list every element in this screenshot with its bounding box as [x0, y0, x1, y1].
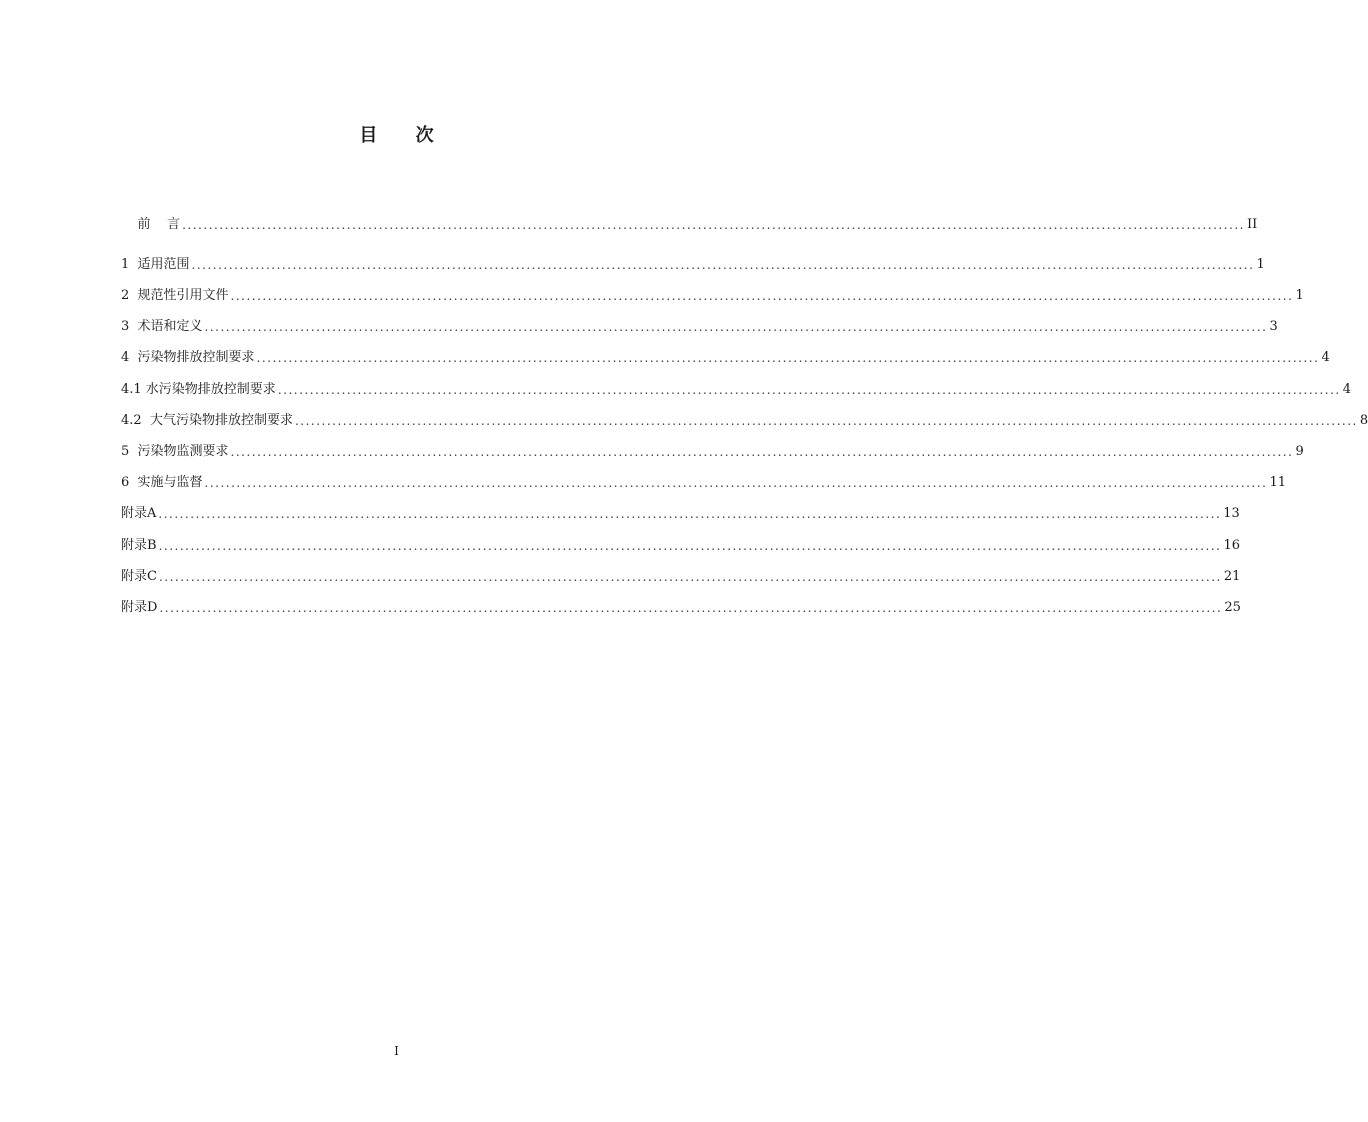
toc-entry-appendix-a[interactable] [121, 501, 1240, 523]
toc-entry-label: 3 术语和定义 [121, 319, 203, 334]
dot-leader: ........................................................................................................................................................................................................ [182, 218, 1245, 232]
dot-leader: ........................................................................................................................................................................................................ [158, 570, 1222, 584]
toc-entry-water-pollutants[interactable] [121, 377, 1351, 399]
toc-entry-emission-control[interactable] [121, 345, 1330, 367]
toc-entry-label: 5 污染物监测要求 [121, 444, 229, 459]
toc-entry-label: 附录B [121, 538, 157, 553]
toc-entry-page: 25 [1224, 600, 1241, 615]
toc-entry-label: 4.1 水污染物排放控制要求 [121, 382, 276, 397]
toc-entry-preface[interactable] [121, 212, 1258, 234]
toc-entry-label: 附录A [121, 506, 157, 521]
toc-entry-page: 4 [1321, 350, 1330, 365]
dot-leader: ........................................................................................................................................................................................................ [159, 601, 1223, 615]
dot-leader: ........................................................................................................................................................................................................ [158, 507, 1222, 521]
toc-entry-page: II [1246, 217, 1258, 232]
dot-leader: ........................................................................................................................................................................................................ [277, 383, 1341, 397]
toc-entry-normative-references[interactable] [121, 283, 1304, 305]
toc-entry-label: 附录C [121, 569, 157, 584]
toc-entry-page: 3 [1269, 319, 1278, 334]
toc-entry-appendix-d[interactable] [121, 595, 1241, 617]
page-number: I [394, 1044, 399, 1058]
toc-entry-scope[interactable] [121, 252, 1265, 274]
toc-entry-label: 6 实施与监督 [121, 475, 203, 490]
toc-entry-page: 11 [1269, 475, 1286, 490]
dot-leader: ........................................................................................................................................................................................................ [191, 258, 1255, 272]
dot-leader: ........................................................................................................................................................................................................ [158, 539, 1222, 553]
toc-entry-page: 4 [1342, 382, 1351, 397]
dot-leader: ........................................................................................................................................................................................................ [230, 445, 1294, 459]
dot-leader: ........................................................................................................................................................................................................ [204, 476, 1268, 490]
toc-entry-monitoring[interactable] [121, 439, 1304, 461]
toc-entry-page: 13 [1223, 506, 1240, 521]
toc-entry-appendix-c[interactable] [121, 564, 1241, 586]
toc-entry-terms-definitions[interactable] [121, 314, 1278, 336]
toc-entry-page: 1 [1256, 257, 1265, 272]
dot-leader: ........................................................................................................................................................................................................ [294, 414, 1358, 428]
toc-entry-page: 1 [1295, 288, 1304, 303]
toc-entry-air-pollutants[interactable] [121, 408, 1368, 430]
page-title: 目 次 [359, 125, 450, 146]
toc-entry-implementation[interactable] [121, 470, 1286, 492]
toc-entry-appendix-b[interactable] [121, 533, 1240, 555]
dot-leader: ........................................................................................................................................................................................................ [230, 289, 1294, 303]
toc-entry-label: 4 污染物排放控制要求 [121, 350, 255, 365]
dot-leader: ........................................................................................................................................................................................................ [256, 351, 1320, 365]
toc-entry-label: 4.2 大气污染物排放控制要求 [121, 413, 293, 428]
dot-leader: ........................................................................................................................................................................................................ [204, 320, 1268, 334]
toc-entry-page: 21 [1223, 569, 1241, 584]
toc-entry-page: 9 [1295, 444, 1304, 459]
toc-entry-label: 附录D [121, 600, 158, 615]
toc-entry-page: 8 [1359, 413, 1368, 428]
toc-entry-label: 2 规范性引用文件 [121, 288, 229, 303]
toc-entry-label: 前 言 [121, 217, 181, 232]
toc-entry-label: 1 适用范围 [121, 257, 190, 272]
toc-entry-page: 16 [1223, 538, 1240, 553]
